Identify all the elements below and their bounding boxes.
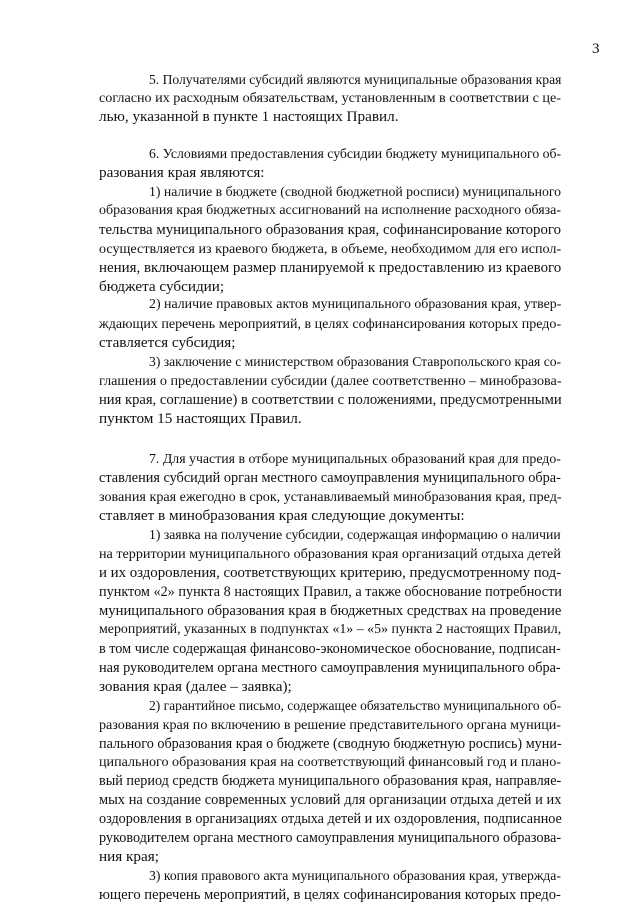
text-line: ципального образования края на соответствующий финансовый год и плано- — [99, 754, 561, 770]
text-line: ждающих перечень мероприятий, в целях софинансирования которых предо- — [99, 316, 562, 332]
text-line: 5. Получателями субсидий являются муниципальные образования края — [149, 72, 562, 87]
text-line: нения, включающем размер планируемой к предоставлению из краевого — [99, 260, 562, 276]
text-line: в том числе содержащая финансово-экономическое обоснование, подписан- — [99, 641, 561, 657]
text-line: ставляет в минобразования края следующие документы: — [99, 507, 465, 524]
text-line: бюджета субсидии; — [99, 278, 225, 295]
text-line: образования края бюджетных ассигнований на исполнение расходного обяза- — [99, 203, 562, 218]
text-line: зования края ежегодно в срок, устанавливаемый минобразования края, пред- — [99, 489, 562, 505]
text-line: вый период средств бюджета муниципального образования края, направляе- — [99, 773, 562, 789]
text-line: ния края, соглашение) в соответствии с положениями, предусмотренными — [99, 392, 562, 408]
text-line: и их оздоровления, соответствующих критерию, предусмотренному под- — [99, 565, 562, 581]
text-line: мых на создание современных условий для организации отдыха детей и их — [99, 792, 562, 808]
text-line: разования края по включению в решение представительного органа муници- — [99, 717, 561, 733]
text-line: 3) заключение с министерством образования Ставропольского края со- — [149, 354, 562, 369]
text-line: 2) наличие правовых актов муниципального образования края, утвер- — [149, 297, 562, 312]
text-line: 1) наличие в бюджете (сводной бюджетной росписи) муниципального — [149, 184, 562, 199]
text-line: пунктом «2» пункта 8 настоящих Правил, а также обоснование потребности — [99, 584, 562, 600]
text-line: зования края (далее – заявка); — [99, 678, 292, 695]
text-line: ставления субсидий орган местного самоуправления муниципального обра- — [99, 470, 561, 486]
text-line: муниципального образования края в бюджетных средствах на проведение — [99, 603, 562, 619]
text-line: тельства муниципального образования края, софинансирование которого — [99, 222, 561, 238]
text-line: руководителем органа местного самоуправления муниципального образова- — [99, 830, 562, 846]
text-line: глашения о предоставлении субсидии (далее соответственно – минобразова- — [99, 373, 562, 389]
text-line: 7. Для участия в отборе муниципальных образований края для предо- — [149, 451, 561, 466]
text-line: ющего перечень мероприятий, в целях софинансирования которых предо- — [99, 887, 561, 903]
text-line: 2) гарантийное письмо, содержащее обязательство муниципального об- — [149, 698, 562, 713]
text-line: мероприятий, указанных в подпунктах «1» – «5» пункта 2 настоящих Правил, — [99, 622, 562, 637]
text-line: 1) заявка на получение субсидии, содержащая информацию о наличии — [149, 527, 561, 542]
text-line: разования края являются: — [99, 164, 265, 181]
text-line: ния края; — [99, 848, 159, 865]
text-line: 6. Условиями предоставления субсидии бюджету муниципального об- — [149, 146, 562, 161]
text-line: лью, указанной в пункте 1 настоящих Правил. — [99, 108, 399, 125]
text-line: ная руководителем органа местного самоуправления муниципального обра- — [99, 660, 561, 676]
text-line: ставляется субсидия; — [99, 334, 236, 351]
text-line: согласно их расходным обязательствам, установленным в соответствии с це- — [99, 90, 561, 106]
text-line: оздоровления в организациях отдыха детей и их оздоровления, подписанное — [99, 811, 562, 827]
page-number: 3 — [592, 41, 600, 57]
text-line: осуществляется из краевого бюджета, в объеме, необходимом для его испол- — [99, 241, 562, 257]
text-line: пального образования края о бюджете (сводную бюджетную роспись) муни- — [99, 736, 562, 752]
text-line: на территории муниципального образования края организаций отдыха детей — [99, 546, 561, 562]
text-line: 3) копия правового акта муниципального образования края, утвержда- — [149, 868, 561, 883]
text-line: пунктом 15 настоящих Правил. — [99, 410, 302, 427]
